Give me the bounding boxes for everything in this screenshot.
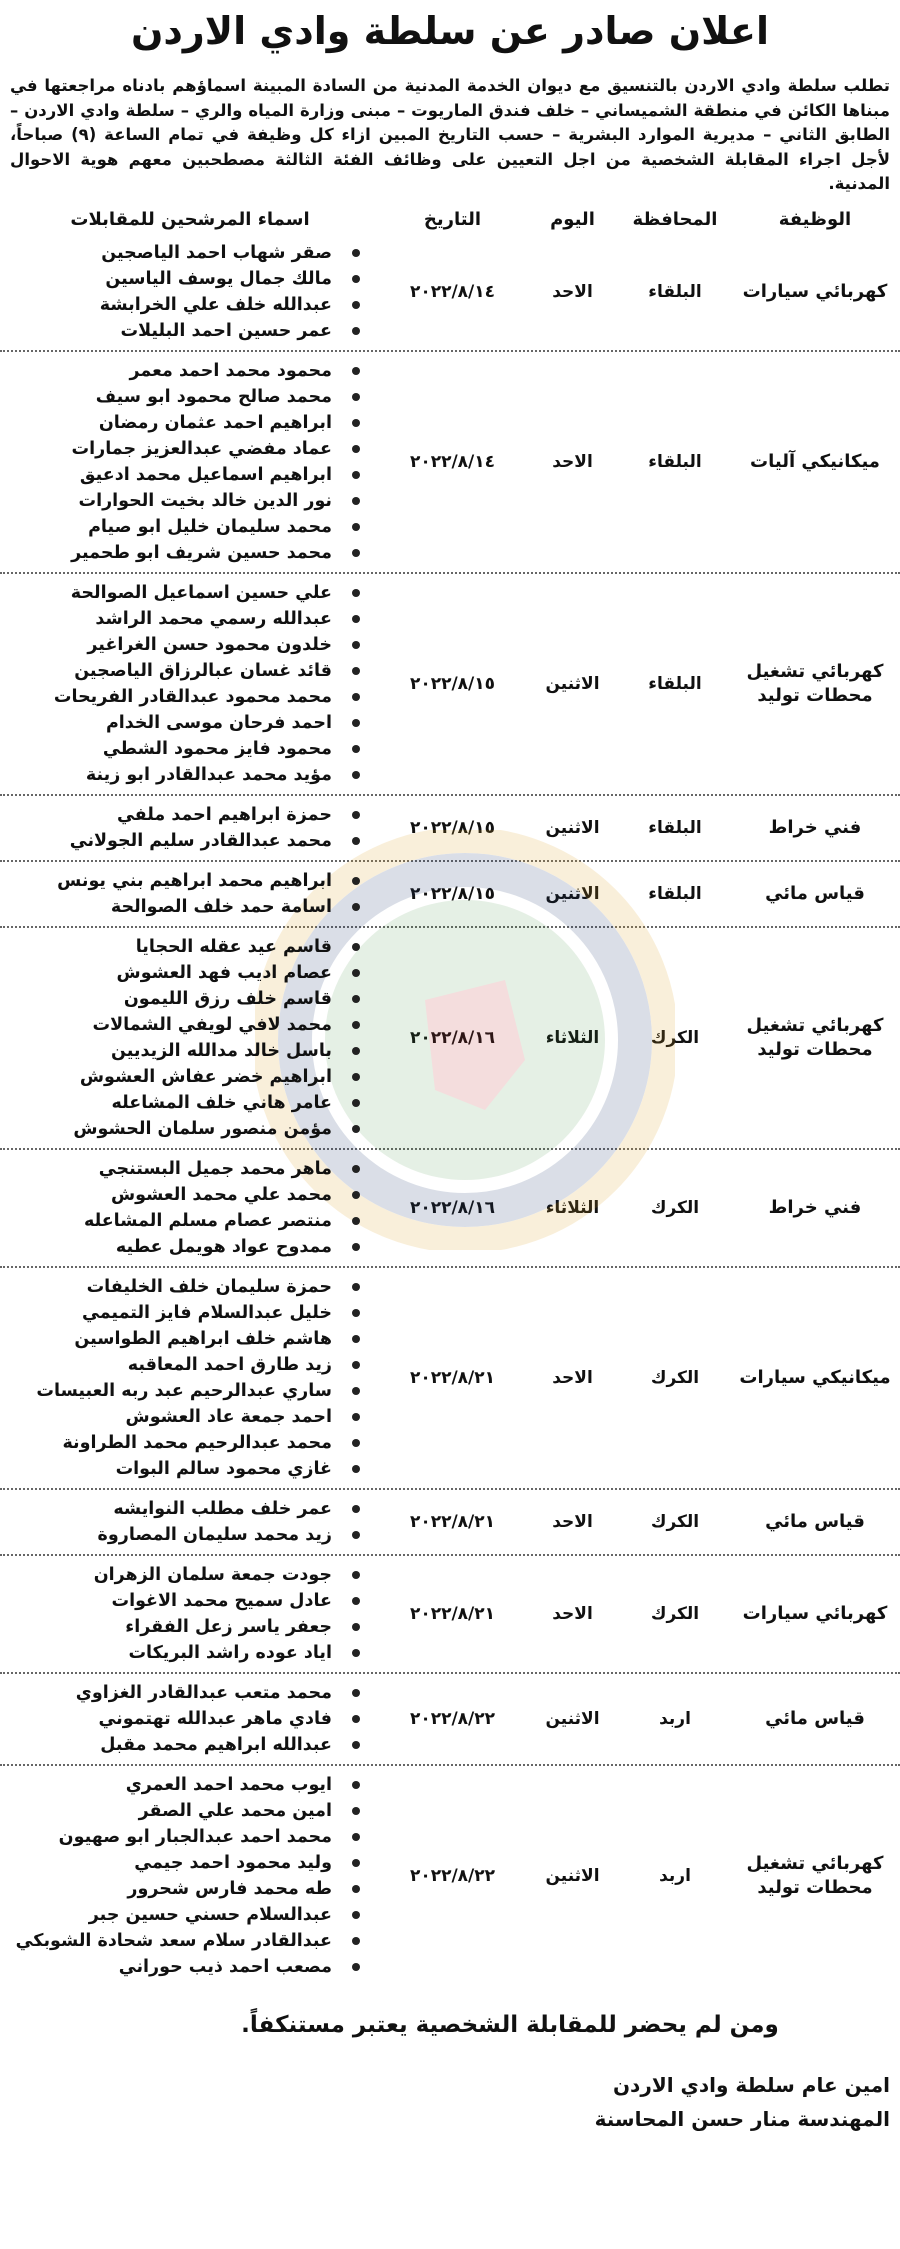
table-row [0,572,900,794]
table-row [0,350,900,572]
job-cell: كهربائي سيارات [742,281,888,302]
candidate-name: عبدالقادر سلام سعد شحادة الشوبكي [0,1928,360,1954]
absence-notice: ومن لم يحضر للمقابلة الشخصية يعتبر مستنكفاً. [241,2012,779,2038]
candidate-name: ايوب محمد احمد العمري [0,1772,360,1798]
candidate-name: ابراهيم احمد عثمان رمضان [0,410,360,436]
signature-block [0,2068,900,2136]
day-cell: الاثنين [545,674,600,694]
candidate-name: مؤمن منصور سلمان الحشوش [0,1116,360,1142]
date-cell: ٢٠٢٢/٨/١٦ [409,1198,496,1218]
job-cell: ميكانيكي سيارات [739,1367,891,1388]
names-cell [0,1490,380,1554]
candidate-list [0,574,360,794]
names-cell [0,352,380,572]
signature-title: امين عام سلطة وادي الاردن [612,2073,890,2097]
candidate-name: محمد عبدالرحيم محمد الطراونة [0,1430,360,1456]
governorate-cell: البلقاء [648,884,702,904]
candidate-name: محمد متعب عبدالقادر الغزاوي [0,1680,360,1706]
job-cell: ميكانيكي آليات [750,451,880,472]
governorate-cell: اربد [659,1709,691,1729]
job-cell: قياس مائي [765,883,865,904]
job-cell: فني خراط [768,817,862,838]
candidate-name: محمد لافي لويفي الشمالات [0,1012,360,1038]
candidate-name: مؤيد محمد عبدالقادر ابو زينة [0,762,360,788]
candidate-list [0,928,360,1148]
table-row [0,234,900,350]
candidate-name: ابراهيم اسماعيل محمد ادعيق [0,462,360,488]
names-cell [0,1150,380,1266]
candidate-name: خليل عبدالسلام فايز التميمي [0,1300,360,1326]
day-cell: الاحد [552,452,593,472]
table-row [0,860,900,926]
candidate-name: عبدالسلام حسني حسين جبر [0,1902,360,1928]
candidate-name: صقر شهاب احمد الياصجين [0,240,360,266]
candidate-name: حمزة سليمان خلف الخليفات [0,1274,360,1300]
candidate-name: احمد فرحان موسى الخدام [0,710,360,736]
header-names: اسماء المرشحين للمقابلات [70,208,310,230]
date-cell: ٢٠٢٢/٨/١٥ [409,884,496,904]
candidate-name: محمد محمود عبدالقادر الفريحات [0,684,360,710]
candidate-name: علي حسين اسماعيل الصوالحة [0,580,360,606]
governorate-cell: البلقاء [648,282,702,302]
candidate-name: ساري عبدالرحيم عبد ربه العبيسات [0,1378,360,1404]
table-row [0,1488,900,1554]
signature-name: المهندسة منار حسن المحاسنة [594,2107,890,2131]
candidate-list [0,1674,360,1764]
date-cell: ٢٠٢٢/٨/٢١ [409,1512,496,1532]
candidate-list [0,1556,360,1672]
table-row [0,1672,900,1764]
date-cell: ٢٠٢٢/٨/٢٢ [409,1866,496,1886]
candidate-name: منتصر عصام مسلم المشاعله [0,1208,360,1234]
candidate-name: نور الدين خالد بخيت الحوارات [0,488,360,514]
candidate-name: محمود فايز محمود الشطي [0,736,360,762]
date-cell: ٢٠٢٢/٨/١٤ [409,282,496,302]
date-cell: ٢٠٢٢/٨/٢١ [409,1604,496,1624]
date-cell: ٢٠٢٢/٨/١٦ [409,1028,496,1048]
table-row [0,926,900,1148]
candidate-name: اسامة حمد خلف الصوالحة [0,894,360,920]
date-cell: ٢٠٢٢/٨/٢١ [409,1368,496,1388]
candidate-name: احمد جمعة عاد العشوش [0,1404,360,1430]
governorate-cell: الكرك [650,1604,700,1624]
governorate-cell: الكرك [650,1368,700,1388]
job-cell: كهربائي سيارات [742,1603,888,1624]
day-cell: الاحد [552,1512,593,1532]
candidate-list [0,352,360,572]
names-cell [0,574,380,794]
names-cell [0,796,380,860]
candidate-name: قائد غسان عبالرزاق الياصجين [0,658,360,684]
header-day: اليوم [550,208,595,230]
governorate-cell: البلقاء [648,674,702,694]
names-cell [0,1556,380,1672]
day-cell: الاحد [552,1368,593,1388]
job-cell: فني خراط [768,1197,862,1218]
table-row [0,794,900,860]
day-cell: الاثنين [545,818,600,838]
candidate-name: ماهر محمد جميل البستنجي [0,1156,360,1182]
day-cell: الاحد [552,1604,593,1624]
candidate-name: محمد حسين شريف ابو طحمير [0,540,360,566]
day-cell: الاحد [552,282,593,302]
date-cell: ٢٠٢٢/٨/١٤ [409,452,496,472]
candidate-name: باسل خالد مدالله الزيديين [0,1038,360,1064]
candidate-name: محمد سليمان خليل ابو صيام [0,514,360,540]
job-cell: كهربائي تشغيل محطات توليد [746,661,884,706]
names-cell [0,1674,380,1764]
candidate-name: هاشم خلف ابراهيم الطواسين [0,1326,360,1352]
candidate-name: محمد صالح محمود ابو سيف [0,384,360,410]
table-header [0,204,900,234]
candidate-name: عادل سميح محمد الاغوات [0,1588,360,1614]
governorate-cell: البلقاء [648,452,702,472]
header-governorate: المحافظة [632,208,718,230]
candidate-name: وليد محمود احمد جيمي [0,1850,360,1876]
candidate-name: جودت جمعة سلمان الزهران [0,1562,360,1588]
governorate-cell: الكرك [650,1198,700,1218]
table-row [0,1148,900,1266]
candidate-list [0,862,360,926]
candidate-name: عماد مفضي عبدالعزيز جمارات [0,436,360,462]
candidate-name: عبدالله خلف علي الخرابشة [0,292,360,318]
names-cell [0,1268,380,1488]
candidate-name: مصعب احمد ذيب حوراني [0,1954,360,1980]
names-cell [0,862,380,926]
candidate-name: زيد طارق احمد المعاقبه [0,1352,360,1378]
candidate-name: عصام اديب فهد العشوش [0,960,360,986]
candidate-name: فادي ماهر عبدالله تهتموني [0,1706,360,1732]
candidate-name: محمد احمد عبدالجبار ابو صهيون [0,1824,360,1850]
candidate-name: عبدالله رسمي محمد الراشد [0,606,360,632]
day-cell: الثلاثاء [545,1198,600,1218]
candidate-name: خلدون محمود حسن الغراغير [0,632,360,658]
candidate-list [0,1150,360,1266]
names-cell [0,234,380,350]
announcement-intro: تطلب سلطة وادي الاردن بالتنسيق مع ديوان الخدمة المدنية من السادة المبينة اسماؤهم بادناه مراجعتها في مبناها الكائن في منطقة الشميساني – خلف فندق الماريوت – مبنى وزارة المياه والري – سلطة وادي الاردن – الطابق الثاني – مديرية الموارد البشرية – حسب التاريخ المبين ازاء كل وظيفة في تمام الساعة (٩) صباحاً، لأجل اجراء المقابلة الشخصية من اجل التعيين على وظائف الفئة الثالثة مصطحبين معهم هوية الاحوال المدنية. [10,76,890,193]
candidate-name: قاسم خلف رزق الليمون [0,986,360,1012]
candidate-list [0,796,360,860]
day-cell: الاثنين [545,1709,600,1729]
candidate-name: ممدوح عواد هويمل عطيه [0,1234,360,1260]
candidate-name: ابراهيم خضر عفاش العشوش [0,1064,360,1090]
candidate-name: محمد عبدالقادر سليم الجولاني [0,828,360,854]
day-cell: الاثنين [545,1866,600,1886]
candidate-list [0,1490,360,1554]
table-row [0,1764,900,1986]
candidate-name: حمزة ابراهيم احمد ملفي [0,802,360,828]
job-cell: قياس مائي [765,1511,865,1532]
day-cell: الثلاثاء [545,1028,600,1048]
candidate-name: طه محمد فارس شحرور [0,1876,360,1902]
candidate-list [0,1268,360,1488]
governorate-cell: البلقاء [648,818,702,838]
date-cell: ٢٠٢٢/٨/٢٢ [409,1709,496,1729]
candidates-table [0,234,900,1986]
candidate-name: محمود محمد احمد معمر [0,358,360,384]
candidate-name: عامر هاني خلف المشاعله [0,1090,360,1116]
day-cell: الاثنين [545,884,600,904]
candidate-name: مالك جمال يوسف الياسين [0,266,360,292]
table-row [0,1266,900,1488]
candidate-name: عمر حسين احمد البليلات [0,318,360,344]
names-cell [0,1766,380,1986]
candidate-list [0,234,360,350]
header-job: الوظيفة [778,208,852,230]
governorate-cell: الكرك [650,1028,700,1048]
table-row [0,1554,900,1672]
governorate-cell: الكرك [650,1512,700,1532]
candidate-list [0,1766,360,1986]
candidate-name: جعفر ياسر زعل الفقراء [0,1614,360,1640]
candidate-name: غازي محمود سالم البوات [0,1456,360,1482]
candidate-name: عبدالله ابراهيم محمد مقبل [0,1732,360,1758]
announcement-title: اعلان صادر عن سلطة وادي الاردن [131,9,769,53]
candidate-name: امين محمد علي الصقر [0,1798,360,1824]
candidate-name: ابراهيم محمد ابراهيم بني يونس [0,868,360,894]
job-cell: كهربائي تشغيل محطات توليد [746,1853,884,1898]
candidate-name: اياد عوده راشد البريكات [0,1640,360,1666]
candidate-name: محمد علي محمد العشوش [0,1182,360,1208]
names-cell [0,928,380,1148]
job-cell: كهربائي تشغيل محطات توليد [746,1015,884,1060]
date-cell: ٢٠٢٢/٨/١٥ [409,674,496,694]
candidate-name: عمر خلف مطلب النوايشه [0,1496,360,1522]
job-cell: قياس مائي [765,1708,865,1729]
header-date: التاريخ [423,208,482,230]
candidate-name: زيد محمد سليمان المصاروة [0,1522,360,1548]
governorate-cell: اربد [659,1866,691,1886]
candidate-name: قاسم عيد عقله الحجايا [0,934,360,960]
date-cell: ٢٠٢٢/٨/١٥ [409,818,496,838]
